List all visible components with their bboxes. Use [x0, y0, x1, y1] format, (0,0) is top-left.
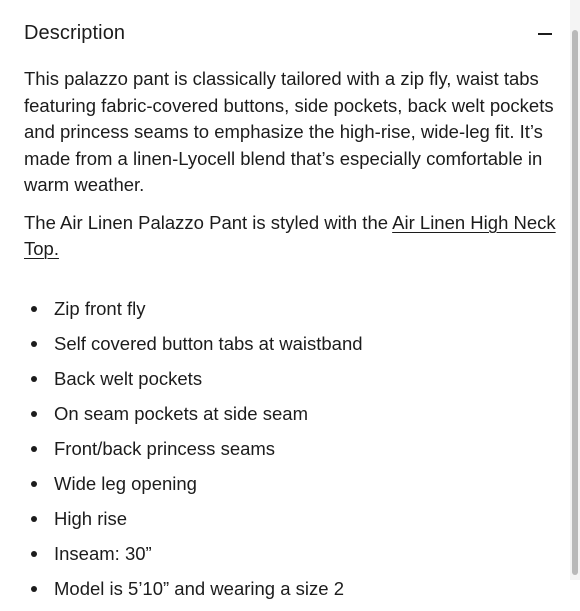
- minus-icon[interactable]: [538, 26, 552, 40]
- feature-item: [24, 506, 556, 541]
- bullet-icon: [31, 516, 37, 522]
- feature-list: [24, 296, 556, 611]
- feature-item: [24, 576, 556, 611]
- bullet-icon: [31, 551, 37, 557]
- feature-text: On seam pockets at side seam: [54, 402, 308, 424]
- feature-text: Zip front fly: [54, 297, 146, 319]
- feature-text: Front/back princess seams: [54, 437, 276, 459]
- styled-with-link[interactable]: Air Linen High Neck Top.: [24, 211, 556, 259]
- bullet-icon: [31, 306, 37, 312]
- bullet-icon: [31, 341, 37, 347]
- feature-item: [24, 331, 556, 366]
- feature-text: Self covered button tabs at waistband: [54, 332, 363, 354]
- feature-item: [24, 366, 556, 401]
- bullet-icon: [31, 446, 37, 452]
- feature-item: [24, 436, 556, 471]
- bullet-icon: [31, 586, 37, 592]
- styled-with-paragraph: [24, 210, 556, 263]
- bullet-icon: [31, 376, 37, 382]
- accordion-title: Description: [24, 21, 126, 44]
- description-paragraph: This palazzo pant is classically tailored with a zip fly, waist tabs featuring fabric-covered buttons, side pockets, back welt pockets and princess seams to emphasize the high-rise, wide-leg fit. It’s made from a linen-Lyocell blend that’s especially comfortable in warm weather.: [24, 68, 554, 195]
- scrollbar-track[interactable]: [570, 0, 580, 580]
- feature-text: High rise: [54, 507, 127, 529]
- feature-text: Wide leg opening: [54, 472, 197, 494]
- feature-item: [24, 296, 556, 331]
- feature-text: Inseam: 30”: [54, 542, 152, 564]
- bullet-icon: [31, 481, 37, 487]
- styled-with-text: The Air Linen Palazzo Pant is styled with the: [24, 211, 393, 233]
- bullet-icon: [31, 411, 37, 417]
- feature-item: [24, 401, 556, 436]
- description-content: [24, 66, 556, 611]
- feature-item: [24, 541, 556, 576]
- feature-item: [24, 471, 556, 506]
- scrollbar-thumb[interactable]: [572, 30, 578, 575]
- description-accordion-header[interactable]: [24, 18, 552, 48]
- feature-text: Model is 5’10” and wearing a size 2: [54, 577, 344, 599]
- feature-text: Back welt pockets: [54, 367, 203, 389]
